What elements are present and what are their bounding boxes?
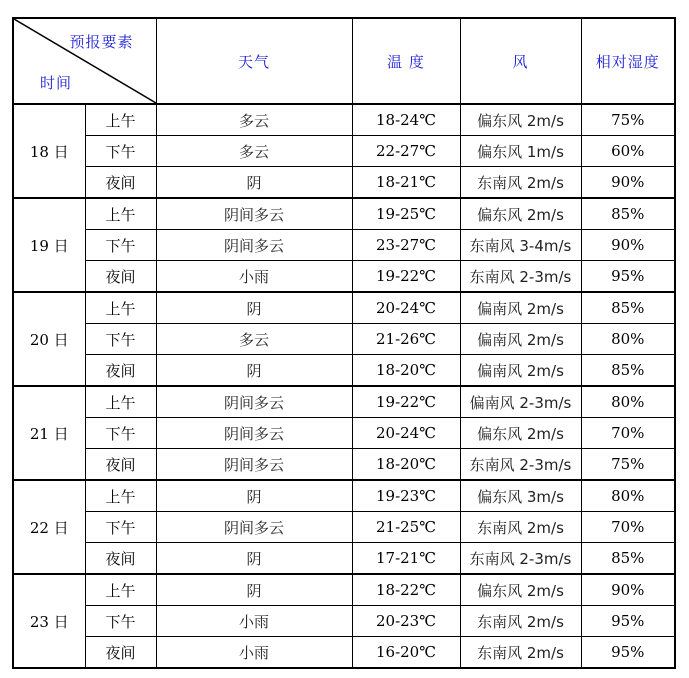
wind-cell: 偏东风 2m/s bbox=[460, 418, 581, 449]
table-row bbox=[13, 386, 675, 418]
column-header-weather: 天气 bbox=[156, 18, 352, 104]
day-cell: 23 日 bbox=[13, 574, 85, 668]
humidity-cell: 80% bbox=[581, 386, 675, 418]
forecast-table bbox=[12, 17, 676, 669]
period-cell: 下午 bbox=[85, 418, 156, 449]
corner-header-cell bbox=[13, 18, 156, 104]
temperature-cell: 23-27℃ bbox=[352, 230, 460, 261]
weather-cell: 阴间多云 bbox=[156, 449, 352, 481]
period-cell: 上午 bbox=[85, 480, 156, 512]
column-header-temperature: 温 度 bbox=[352, 18, 460, 104]
temperature-cell: 16-20℃ bbox=[352, 637, 460, 669]
table-row bbox=[13, 574, 675, 606]
period-cell: 上午 bbox=[85, 198, 156, 230]
table-header bbox=[13, 18, 675, 104]
period-cell: 下午 bbox=[85, 606, 156, 637]
weather-cell: 小雨 bbox=[156, 606, 352, 637]
table-row bbox=[13, 480, 675, 512]
period-cell: 上午 bbox=[85, 386, 156, 418]
humidity-cell: 75% bbox=[581, 449, 675, 481]
table-row bbox=[13, 292, 675, 324]
temperature-cell: 20-24℃ bbox=[352, 292, 460, 324]
period-cell: 下午 bbox=[85, 512, 156, 543]
temperature-cell: 18-20℃ bbox=[352, 449, 460, 481]
weather-cell: 阴间多云 bbox=[156, 230, 352, 261]
table-row bbox=[13, 606, 675, 637]
wind-cell: 偏东风 2m/s bbox=[460, 574, 581, 606]
table-row bbox=[13, 136, 675, 167]
weather-cell: 阴间多云 bbox=[156, 418, 352, 449]
weather-cell: 多云 bbox=[156, 136, 352, 167]
humidity-cell: 85% bbox=[581, 198, 675, 230]
corner-label-elements: 预报要素 bbox=[69, 33, 134, 51]
wind-cell: 偏东风 2m/s bbox=[460, 198, 581, 230]
humidity-cell: 95% bbox=[581, 637, 675, 669]
table-row bbox=[13, 104, 675, 136]
humidity-cell: 95% bbox=[581, 606, 675, 637]
wind-cell: 偏南风 2m/s bbox=[460, 355, 581, 387]
day-cell: 20 日 bbox=[13, 292, 85, 386]
day-cell: 22 日 bbox=[13, 480, 85, 574]
temperature-cell: 20-23℃ bbox=[352, 606, 460, 637]
wind-cell: 偏东风 3m/s bbox=[460, 480, 581, 512]
weather-cell: 阴 bbox=[156, 574, 352, 606]
wind-cell: 东南风 2-3m/s bbox=[460, 449, 581, 481]
table-row bbox=[13, 324, 675, 355]
table-body bbox=[13, 104, 675, 668]
table-row bbox=[13, 355, 675, 387]
temperature-cell: 18-21℃ bbox=[352, 167, 460, 199]
wind-cell: 偏南风 2m/s bbox=[460, 292, 581, 324]
temperature-cell: 19-23℃ bbox=[352, 480, 460, 512]
humidity-cell: 70% bbox=[581, 418, 675, 449]
table-row bbox=[13, 418, 675, 449]
period-cell: 上午 bbox=[85, 292, 156, 324]
humidity-cell: 80% bbox=[581, 480, 675, 512]
weather-cell: 阴 bbox=[156, 167, 352, 199]
column-header-humidity: 相对湿度 bbox=[581, 18, 675, 104]
temperature-cell: 22-27℃ bbox=[352, 136, 460, 167]
temperature-cell: 18-24℃ bbox=[352, 104, 460, 136]
period-cell: 上午 bbox=[85, 574, 156, 606]
period-cell: 上午 bbox=[85, 104, 156, 136]
table-row bbox=[13, 198, 675, 230]
wind-cell: 东南风 3-4m/s bbox=[460, 230, 581, 261]
temperature-cell: 19-22℃ bbox=[352, 261, 460, 293]
period-cell: 夜间 bbox=[85, 167, 156, 199]
humidity-cell: 95% bbox=[581, 261, 675, 293]
period-cell: 下午 bbox=[85, 136, 156, 167]
humidity-cell: 80% bbox=[581, 324, 675, 355]
day-cell: 21 日 bbox=[13, 386, 85, 480]
wind-cell: 偏南风 2-3m/s bbox=[460, 386, 581, 418]
weather-cell: 阴 bbox=[156, 355, 352, 387]
humidity-cell: 70% bbox=[581, 512, 675, 543]
header-row bbox=[13, 18, 675, 104]
weather-cell: 小雨 bbox=[156, 261, 352, 293]
humidity-cell: 90% bbox=[581, 230, 675, 261]
temperature-cell: 19-25℃ bbox=[352, 198, 460, 230]
table-row bbox=[13, 261, 675, 293]
weather-cell: 阴间多云 bbox=[156, 198, 352, 230]
table-row bbox=[13, 512, 675, 543]
table-row bbox=[13, 230, 675, 261]
table-row bbox=[13, 543, 675, 575]
wind-cell: 偏南风 2m/s bbox=[460, 324, 581, 355]
table-row bbox=[13, 167, 675, 199]
weather-cell: 阴 bbox=[156, 292, 352, 324]
period-cell: 夜间 bbox=[85, 449, 156, 481]
period-cell: 夜间 bbox=[85, 261, 156, 293]
weather-cell: 阴 bbox=[156, 543, 352, 575]
temperature-cell: 21-25℃ bbox=[352, 512, 460, 543]
period-cell: 夜间 bbox=[85, 355, 156, 387]
weather-cell: 阴间多云 bbox=[156, 386, 352, 418]
table-row bbox=[13, 637, 675, 669]
wind-cell: 东南风 2-3m/s bbox=[460, 543, 581, 575]
humidity-cell: 90% bbox=[581, 574, 675, 606]
wind-cell: 偏东风 1m/s bbox=[460, 136, 581, 167]
humidity-cell: 85% bbox=[581, 355, 675, 387]
day-cell: 19 日 bbox=[13, 198, 85, 292]
wind-cell: 偏东风 2m/s bbox=[460, 104, 581, 136]
temperature-cell: 20-24℃ bbox=[352, 418, 460, 449]
wind-cell: 东南风 2-3m/s bbox=[460, 261, 581, 293]
weather-cell: 阴 bbox=[156, 480, 352, 512]
table-row bbox=[13, 449, 675, 481]
temperature-cell: 18-22℃ bbox=[352, 574, 460, 606]
period-cell: 下午 bbox=[85, 324, 156, 355]
weather-cell: 多云 bbox=[156, 324, 352, 355]
period-cell: 夜间 bbox=[85, 543, 156, 575]
temperature-cell: 17-21℃ bbox=[352, 543, 460, 575]
humidity-cell: 85% bbox=[581, 292, 675, 324]
period-cell: 夜间 bbox=[85, 637, 156, 669]
wind-cell: 东南风 2m/s bbox=[460, 167, 581, 199]
column-header-wind: 风 bbox=[460, 18, 581, 104]
day-cell: 18 日 bbox=[13, 104, 85, 198]
weather-cell: 多云 bbox=[156, 104, 352, 136]
period-cell: 下午 bbox=[85, 230, 156, 261]
temperature-cell: 18-20℃ bbox=[352, 355, 460, 387]
humidity-cell: 85% bbox=[581, 543, 675, 575]
weather-cell: 小雨 bbox=[156, 637, 352, 669]
temperature-cell: 19-22℃ bbox=[352, 386, 460, 418]
humidity-cell: 90% bbox=[581, 167, 675, 199]
wind-cell: 东南风 2m/s bbox=[460, 637, 581, 669]
humidity-cell: 75% bbox=[581, 104, 675, 136]
humidity-cell: 60% bbox=[581, 136, 675, 167]
corner-label-time: 时间 bbox=[40, 74, 73, 92]
wind-cell: 东南风 2m/s bbox=[460, 606, 581, 637]
wind-cell: 东南风 2m/s bbox=[460, 512, 581, 543]
temperature-cell: 21-26℃ bbox=[352, 324, 460, 355]
weather-cell: 阴间多云 bbox=[156, 512, 352, 543]
